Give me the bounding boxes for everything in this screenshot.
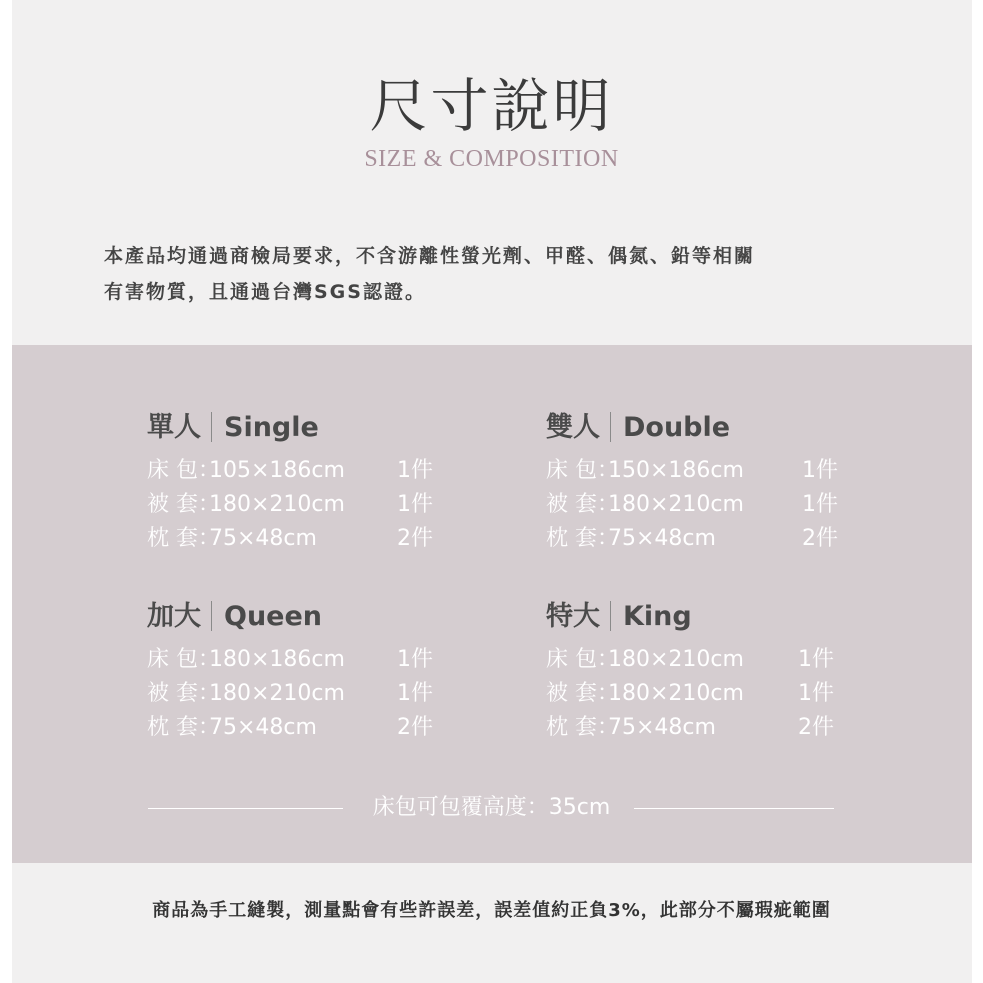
row-value: 75×48cm [209, 526, 317, 551]
size-row [546, 522, 838, 556]
intro-line-2: 有害物質，且通過台灣SGS認證。 [104, 281, 426, 303]
size-row [147, 643, 433, 677]
row-label: 被 套： [147, 681, 220, 706]
size-name-zh: 單人 [147, 412, 201, 443]
size-row [147, 677, 433, 711]
row-qty: 2件 [802, 526, 838, 551]
size-row [546, 677, 834, 711]
size-row [147, 711, 433, 745]
row-qty: 1件 [397, 647, 433, 672]
size-row [147, 488, 433, 522]
row-label: 枕 套： [147, 526, 220, 551]
row-label: 被 套： [546, 492, 619, 517]
row-label: 床 包： [147, 458, 220, 483]
row-qty: 2件 [397, 715, 433, 740]
row-value: 75×48cm [608, 715, 716, 740]
disclaimer-text: 商品為手工縫製，測量點會有些許誤差，誤差值約正負3%，此部分不屬瑕疵範圍 [152, 900, 831, 921]
row-qty: 1件 [802, 492, 838, 517]
size-heading [147, 408, 319, 448]
size-block-king [546, 597, 834, 745]
size-name-zh: 加大 [147, 601, 201, 632]
row-qty: 2件 [798, 715, 834, 740]
size-heading [147, 597, 322, 637]
row-label: 枕 套： [546, 526, 619, 551]
row-value: 180×210cm [209, 492, 345, 517]
row-qty: 2件 [397, 526, 433, 551]
size-row [147, 454, 433, 488]
size-row [147, 522, 433, 556]
row-value: 180×210cm [608, 492, 744, 517]
page-subtitle: SIZE & COMPOSITION [364, 146, 619, 172]
heading-divider [211, 601, 212, 631]
size-row [546, 711, 834, 745]
heading-divider [211, 412, 212, 442]
size-row [546, 488, 838, 522]
size-row [546, 454, 838, 488]
size-row [546, 643, 834, 677]
row-label: 床 包： [546, 458, 619, 483]
size-name-en: Single [224, 412, 319, 443]
heading-divider [610, 601, 611, 631]
size-heading [546, 408, 730, 448]
row-qty: 1件 [397, 492, 433, 517]
size-name-en: Queen [224, 601, 323, 632]
size-block-double [546, 408, 838, 556]
row-label: 被 套： [147, 492, 220, 517]
heading-divider [610, 412, 611, 442]
row-value: 75×48cm [209, 715, 317, 740]
bed-depth-text: 床包可包覆高度：35cm [367, 795, 617, 820]
row-label: 枕 套： [147, 715, 220, 740]
size-name-en: King [623, 601, 692, 632]
row-value: 180×186cm [209, 647, 345, 672]
row-qty: 1件 [397, 681, 433, 706]
row-value: 150×186cm [608, 458, 744, 483]
row-label: 床 包： [147, 647, 220, 672]
page-title: 尺寸說明 [369, 72, 614, 140]
row-value: 180×210cm [608, 647, 744, 672]
size-name-zh: 雙人 [546, 412, 600, 443]
size-block-queen [147, 597, 433, 745]
row-value: 180×210cm [608, 681, 744, 706]
row-label: 床 包： [546, 647, 619, 672]
row-label: 被 套： [546, 681, 619, 706]
row-qty: 1件 [397, 458, 433, 483]
row-qty: 1件 [798, 647, 834, 672]
row-value: 180×210cm [209, 681, 345, 706]
row-qty: 1件 [802, 458, 838, 483]
row-qty: 1件 [798, 681, 834, 706]
bed-depth-note [0, 793, 983, 823]
row-label: 枕 套： [546, 715, 619, 740]
intro-line-1: 本產品均通過商檢局要求，不含游離性螢光劑、甲醛、偶氮、鉛等相關 [104, 245, 756, 267]
size-name-en: Double [623, 412, 731, 443]
size-heading [546, 597, 692, 637]
intro-text [104, 238, 904, 310]
size-block-single [147, 408, 433, 556]
size-name-zh: 特大 [546, 601, 600, 632]
row-value: 105×186cm [209, 458, 345, 483]
row-value: 75×48cm [608, 526, 716, 551]
